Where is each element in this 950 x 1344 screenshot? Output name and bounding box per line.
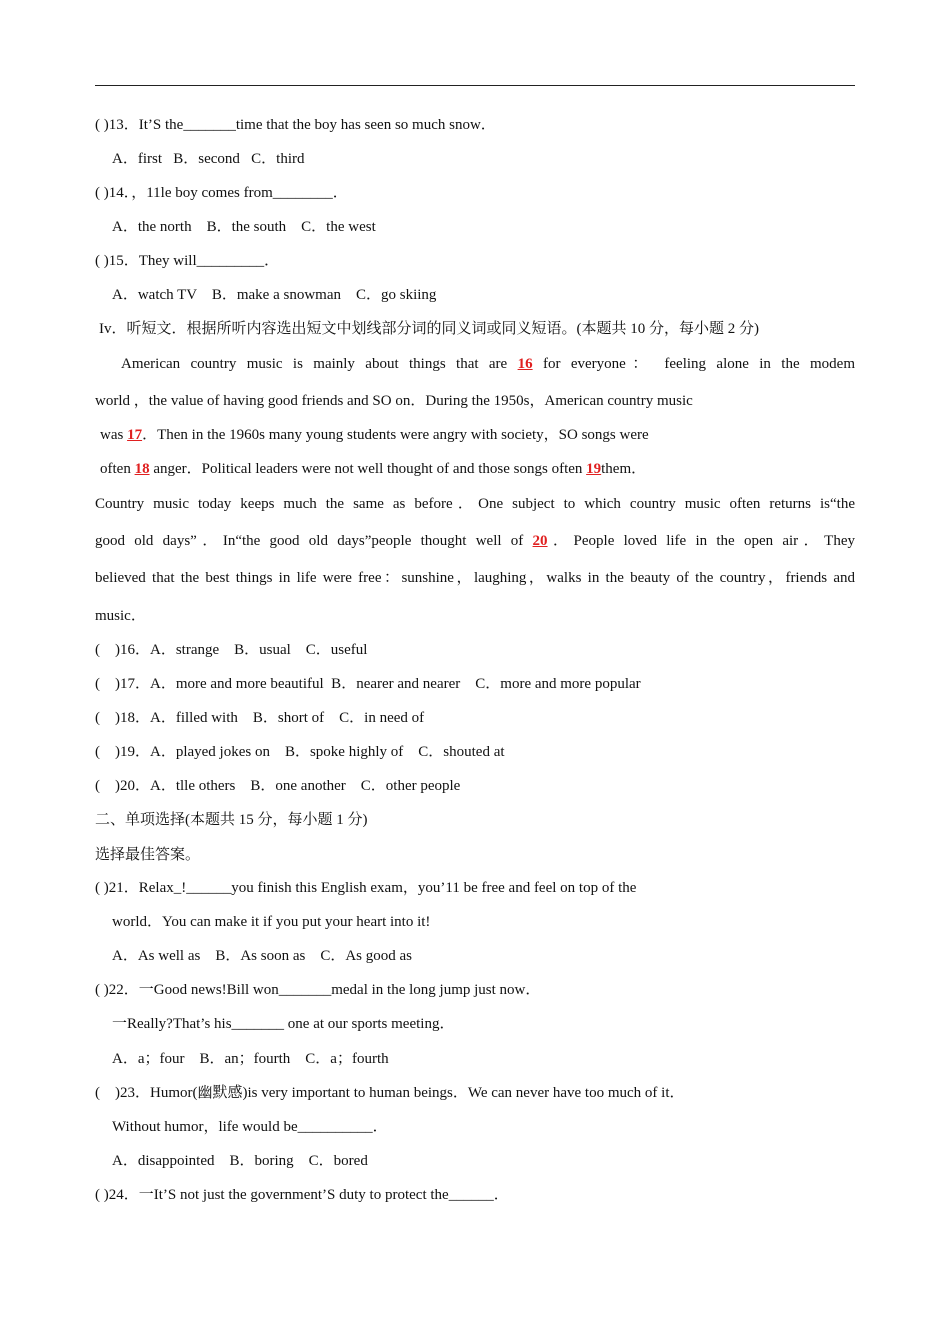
section-2-heading: 二、单项选择(本题共 15 分，每小题 1 分) [95, 812, 368, 828]
passage-line-5: Country music today keeps much the same as before．One subject to which country music often returns is“the [95, 496, 855, 512]
passage-line-1: American country music is mainly about things that are 16 for everyone： feeling alone in the modem [121, 356, 855, 372]
question-15-options: A．watch TV B．make a snowman C．go skiing [112, 287, 437, 303]
passage-line-3: was 17．Then in the 1960s many young students were angry with society，SO songs were [100, 427, 649, 443]
blank-16: 16 [517, 356, 533, 372]
question-22-options: A．a；four B．an；fourth C．a；fourth [112, 1051, 389, 1067]
question-24: ( )24．一It’S not just the government’S duty to protect the______． [95, 1187, 509, 1203]
section-4-heading: Iv．听短文．根据所听内容选出短文中划线部分词的同义词或同义短语。(本题共 10 分，每小题 2 分) [99, 321, 759, 337]
section-2-instruction: 选择最佳答案。 [95, 847, 201, 863]
blank-20: 20 [532, 533, 548, 549]
question-17: ( )17．A．more and more beautiful B．nearer and nearer C．more and more popular [95, 676, 641, 692]
passage-line-7: believed that the best things in life were free：sunshine，laughing，walks in the beauty of the country，friends and [95, 570, 855, 586]
blank-18: 18 [134, 461, 150, 477]
question-15: ( )15．They will_________． [95, 253, 280, 269]
header-rule [95, 85, 855, 86]
question-22-continued: 一Really?That’s his_______ one at our sports meeting． [112, 1016, 455, 1032]
question-13-options: A．first B．second C．third [112, 151, 305, 167]
question-14-options: A．the north B．the south C．the west [112, 219, 376, 235]
question-14: ( )14．，11le boy comes from________． [95, 185, 348, 201]
question-16: ( )16．A．strange B．usual C．useful [95, 642, 368, 658]
passage-line-2: world ，the value of having good friends and SO on．During the 1950s，American country music [95, 393, 693, 409]
blank-19: 19 [586, 461, 602, 477]
question-13: ( )13．It’S the_______time that the boy has seen so much snow． [95, 117, 496, 133]
question-21: ( )21．Relax_!______you finish this English exam，you’11 be free and feel on top of the [95, 880, 637, 896]
question-23: ( )23．Humor(幽默感)is very important to human beings．We can never have too much of it． [95, 1085, 685, 1101]
passage-line-4: often 18 anger．Political leaders were not well thought of and those songs often 19them． [100, 461, 647, 477]
question-20: ( )20．A．tlle others B．one another C．other people [95, 778, 461, 794]
question-21-continued: world．You can make it if you put your heart into it! [112, 914, 431, 930]
blank-17: 17 [127, 427, 143, 443]
question-23-continued: Without humor，life would be__________． [112, 1119, 388, 1135]
question-23-options: A．disappointed B．boring C．bored [112, 1153, 368, 1169]
passage-line-6: good old days”．In“the good old days”people thought well of 20．People loved life in the open air．They [95, 533, 855, 549]
question-19: ( )19．A．played jokes on B．spoke highly of C．shouted at [95, 744, 505, 760]
question-22: ( )22．一Good news!Bill won_______medal in the long jump just now． [95, 982, 541, 998]
passage-line-8: music． [95, 608, 146, 624]
question-18: ( )18．A．filled with B．short of C．in need of [95, 710, 425, 726]
question-21-options: A．As well as B．As soon as C．As good as [112, 948, 413, 964]
